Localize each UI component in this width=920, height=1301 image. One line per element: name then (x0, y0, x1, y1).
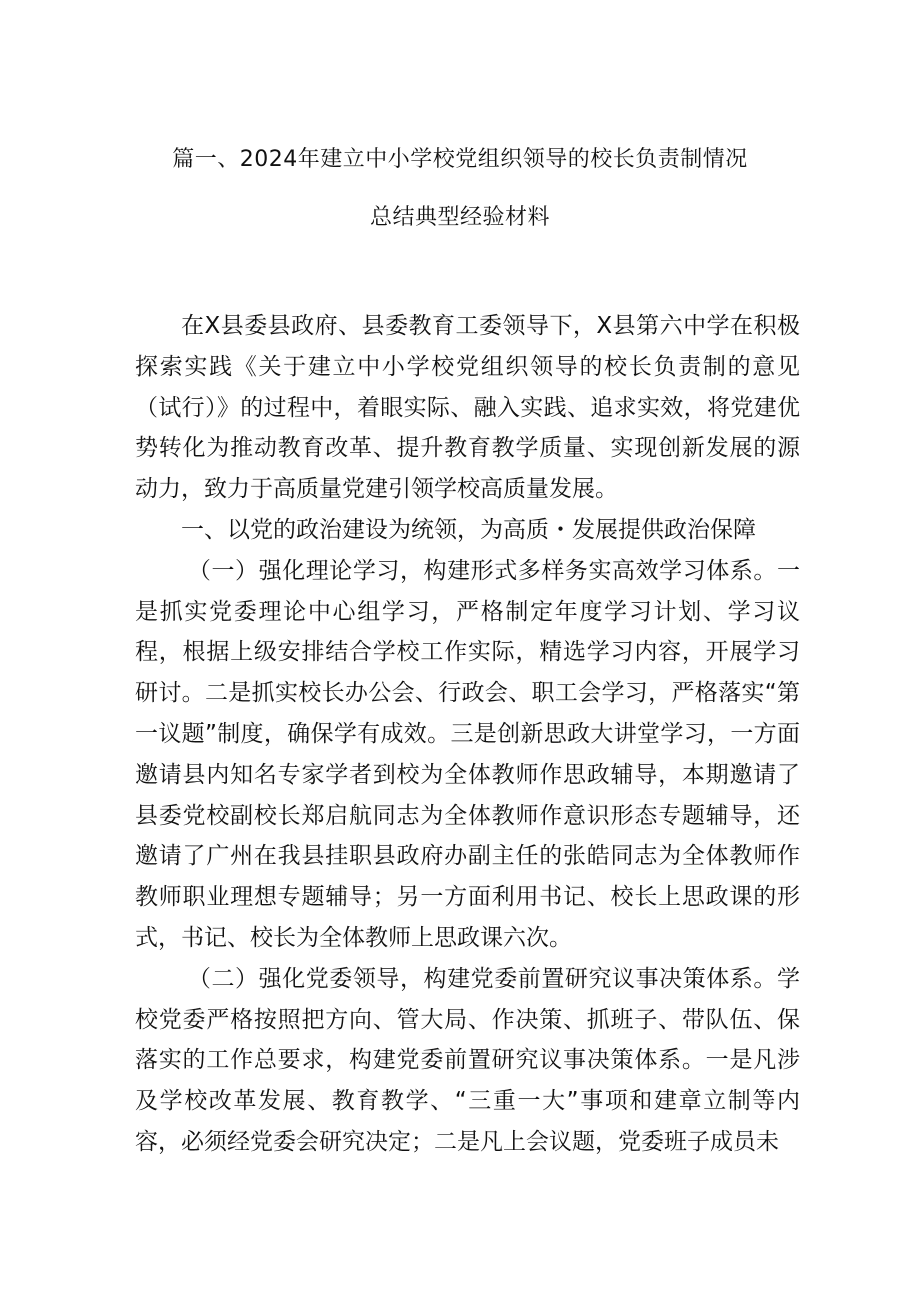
paragraph-subsection-2: （二）强化党委领导，构建党委前置研究议事决策体系。学校党委严格按照把方向、管大局、作决策、抓班子、带队伍、保落实的工作总要求，构建党委前置研究议事决策体系。一是凡涉及学校改革发展、教育教学、“三重一大”事项和建章立制等内容，必须经党委会研究决定；二是凡上会议题，党委班子成员未 (135, 965, 800, 1155)
paragraph-intro: 在X县委县政府、县委教育工委领导下，X县第六中学在积极探索实践《关于建立中小学校党组织领导的校长负责制的意见（试行）》的过程中，着眼实际、融入实践、追求实效，将党建优势转化为推动教育改革、提升教育教学质量、实现创新发展的源动力，致力于高质量党建引领学校高质量发展。 (135, 313, 800, 503)
paragraph-subsection-1: （一）强化理论学习，构建形式多样务实高效学习体系。一是抓实党委理论中心组学习，严格制定年度学习计划、学习议程，根据上级安排结合学校工作实际，精选学习内容，开展学习研讨。二是抓实校长办公会、行政会、职工会学习，严格落实“第一议题”制度，确保学有成效。三是创新思政大讲堂学习，一方面邀请县内知名专家学者到校为全体教师作思政辅导，本期邀请了县委党校副校长郑启航同志为全体教师作意识形态专题辅导，还邀请了广州在我县挂职县政府办副主任的张皓同志为全体教师作教师职业理想专题辅导；另一方面利用书记、校长上思政课的形式，书记、校长为全体教师上思政课六次。 (135, 557, 800, 951)
document-title-line-1: 篇一、2024年建立中小学校党组织领导的校长负责制情况 (172, 147, 748, 172)
document-title-line-2: 总结典型经验材料 (369, 205, 550, 230)
section-heading-1: 一、以党的政治建设为统领，为高质・发展提供政治保障 (181, 516, 756, 543)
document-body (135, 306, 800, 1163)
